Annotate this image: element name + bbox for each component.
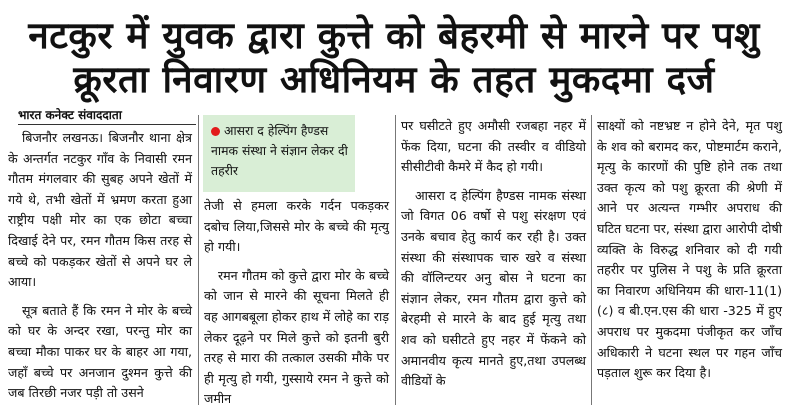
paragraph: पर घसीटते हुए अमौसी रजबहा नहर में फेंक दिया, घटना की तस्वीर व वीडियो सीसीटीवी कैमरे में कैद हो गयी। bbox=[401, 118, 586, 175]
column-4 bbox=[597, 116, 782, 384]
column-2 bbox=[204, 196, 389, 410]
column-divider-1 bbox=[198, 115, 199, 405]
byline-rule bbox=[18, 124, 196, 125]
column-divider-2 bbox=[395, 115, 396, 405]
callout-box bbox=[203, 115, 355, 192]
callout-text: आसरा द हेल्पिंग हैण्डस नामक संस्था ने संज्ञान लेकर दी तहरीर bbox=[211, 123, 348, 178]
column-3 bbox=[401, 116, 586, 392]
paragraph: आसरा द हेल्पिंग हैण्डस नामक संस्था जो विगत 06 वर्षो से पशु संरक्षण एवं उनके बचाव हेतु कार्य कर रही है। उक्त संस्था की संस्थापक चारु खरे व संस्था की वॉलिन्टयर अनु बोस ने घटना का संज्ञान लेकर, रमन गौतम द्वारा कुत्ते को बेरहमी से मारने के बाद हुई मृत्यु तथा शव को घसीटते हुए नहर में फेंकने को अमानवीय कृत्य मानते हुए,तथा उपलब्ध वीडियों के bbox=[401, 187, 586, 389]
byline: भारत कनेक्ट संवाददाता bbox=[18, 108, 122, 122]
headline-line-2: क्रूरता निवारण अधिनियम के तहत मुकदमा दर्ज bbox=[73, 58, 715, 101]
column-1 bbox=[8, 128, 192, 404]
headline-line-1: नटकुर में युवक द्वारा कुत्ते को बेहरमी से मारने पर पशु bbox=[28, 14, 760, 57]
paragraph: बिजनौर लखनऊ। बिजनौर थाना क्षेत्र के अन्तर्गत नटकुर गाँव के निवासी रमन गौतम मंगलवार की सुबह अपने खेतों में गये थे, तभी खेतों में भ्रमण करता हुआ राष्ट्रीय पक्षी मोर का एक छोटा बच्चा दिखाई देने पर, रमन गौतम किस तरह से बच्चे को पकड़कर खेतों से अपने घर ले आया। bbox=[8, 130, 192, 290]
paragraph: साक्ष्यों को नष्टभ्रष्ट न होने देने, मृत पशु के शव को बरामद कर, पोष्टमार्टम कराने, मृत्यु के कारणों की पुष्टि होने तक तथा उक्त कृत्य को पशु क्रूरता की श्रेणी में आने पर अत्यन्त गम्भीर अपराध की घटित घटना पर, संस्था द्वारा आरोपी दोषी व्यक्ति के विरुद्ध शनिवार को दी गयी तहरीर पर पुलिस ने पशु के प्रति क्रूरता का निवारण अधिनियम की धारा-11(1)(८) व बी.एन.एस की धारा -325 में हुए अपराध पर मुकदमा पंजीकृत कर जाँच अधिकारी ने घटना स्थल पर गहन जाँच पड़ताल शुरू कर दिया है। bbox=[597, 118, 782, 381]
paragraph: सूत्र बताते हैं कि रमन ने मोर के बच्चे को घर के अन्दर रखा, परन्तु मोर का बच्चा मौका पाकर घर के बाहर आ गया, जहाँ बच्चे पर अनजान दुश्मन कुत्ते की जब तिरछी नजर पड़ी तो उसने bbox=[8, 302, 192, 401]
paragraph: रमन गौतम को कुत्ते द्वारा मोर के बच्चे को जान से मारने की सूचना मिलते ही वह आगबबूला होकर हाथ में लोहे का राड़ लेकर दूढ़ने पर मिले कुत्ते को इतनी बुरी तरह से मारा की तत्काल उसकी मौके पर ही मृत्यु हो गयी, गुस्साये रमन ने कुत्ते को जमीन bbox=[204, 267, 389, 407]
paragraph: तेजी से हमला करके गर्दन पकड़कर दबोच लिया,जिससे मोर के बच्चे की मृत्यु हो गयी। bbox=[204, 198, 389, 255]
bullet-dot-icon bbox=[211, 127, 220, 136]
column-divider-3 bbox=[591, 115, 592, 405]
